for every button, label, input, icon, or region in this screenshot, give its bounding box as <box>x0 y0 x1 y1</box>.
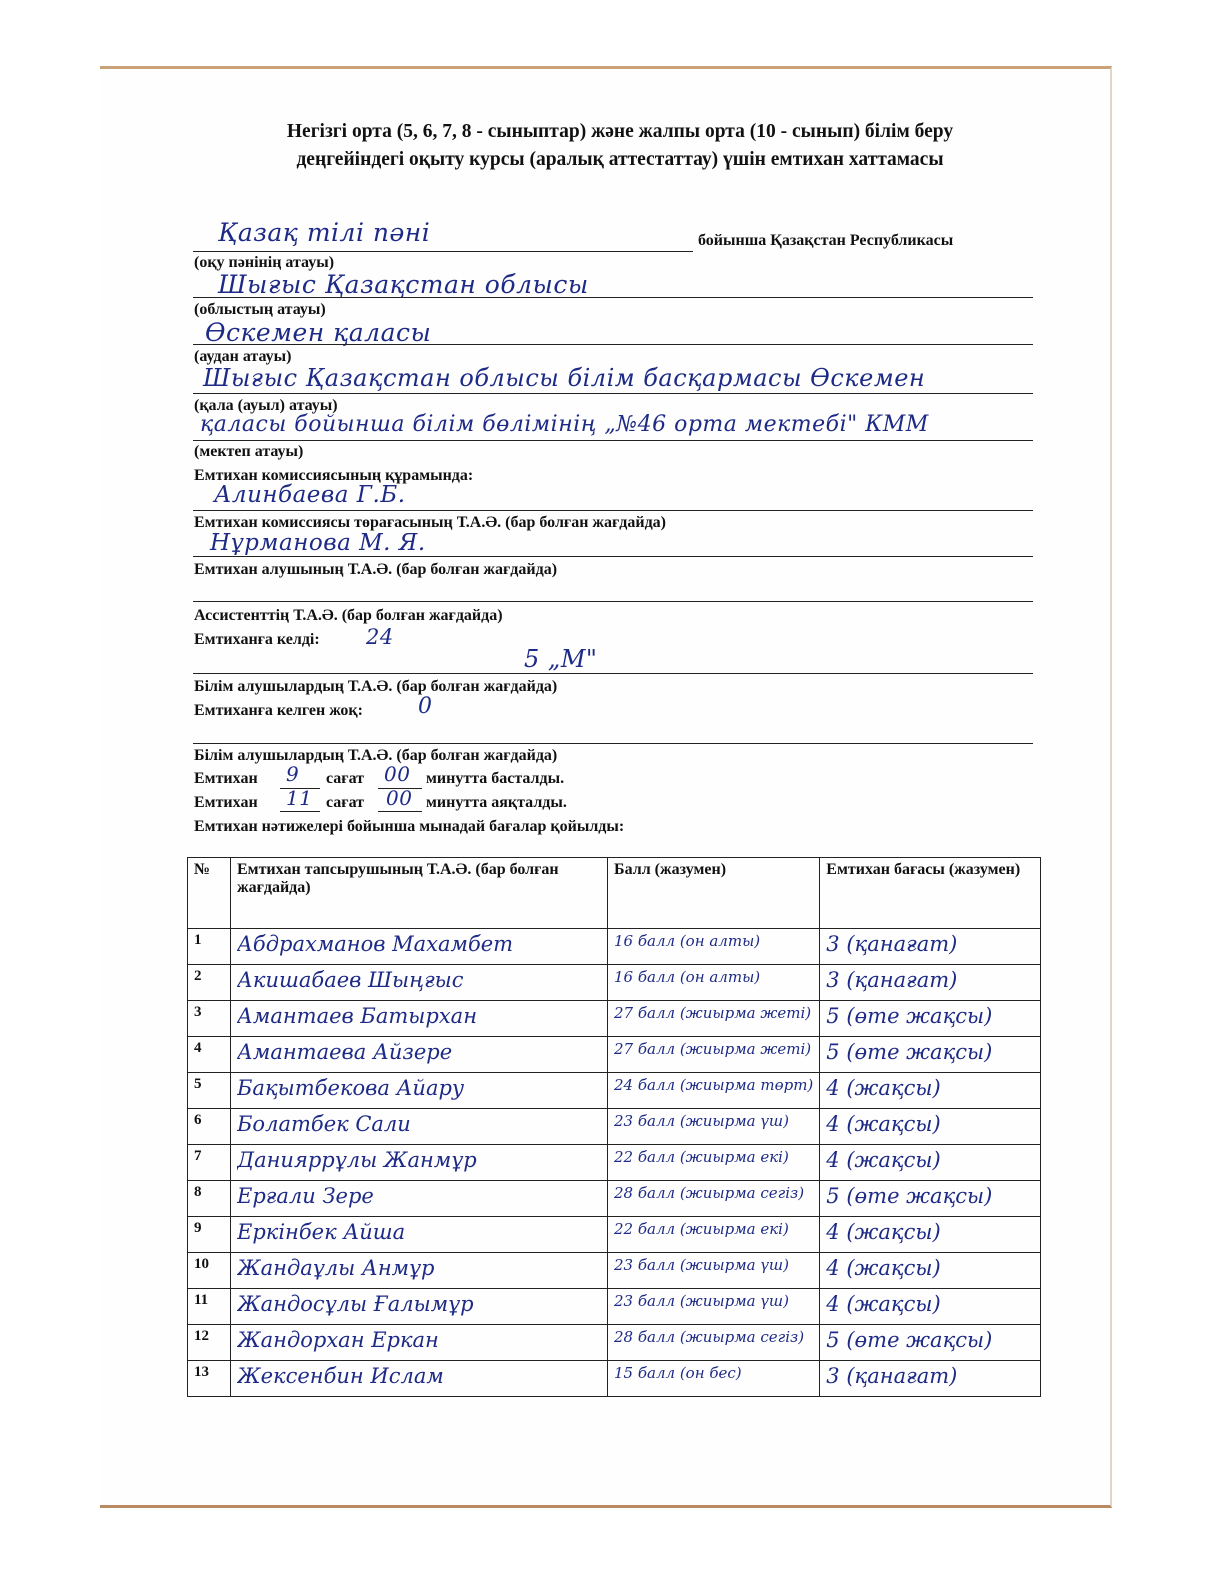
student-grade: 5 (өте жақсы) <box>826 1328 993 1352</box>
city-label: (қала (ауыл) атауы) <box>194 397 338 414</box>
title-line-2: деңгейіндегі оқыту курсы (аралық аттестаттау) үшін емтихан хаттамасы <box>296 149 944 170</box>
end-min-line <box>378 811 422 812</box>
student-grade-cell <box>820 1181 1041 1217</box>
student-score-cell <box>608 1253 820 1289</box>
student-name-cell <box>231 1145 608 1181</box>
header-grade: Емтихан бағасы (жазумен) <box>820 858 1041 929</box>
student-grade: 4 (жақсы) <box>826 1076 941 1100</box>
row-number: 1 <box>194 932 202 948</box>
start-mid: сағат <box>326 770 365 787</box>
student-name-cell <box>231 1289 608 1325</box>
class-value: 5 „М" <box>524 645 598 673</box>
came-label: Емтиханға келді: <box>194 631 320 648</box>
table-row <box>188 1001 1041 1037</box>
student-score: 23 балл (жиырма үш) <box>614 1292 789 1310</box>
row-number: 10 <box>194 1256 209 1272</box>
school-line <box>193 440 1033 441</box>
commission-label: Емтихан комиссиясының құрамында: <box>194 467 474 484</box>
chair-label: Емтихан комиссиясы төрағасының Т.А.Ә. (бар болған жағдайда) <box>194 514 667 531</box>
student-name: Жандаұлы Анмұр <box>237 1256 435 1280</box>
student-score: 16 балл (он алты) <box>614 968 761 986</box>
row-number: 8 <box>194 1184 202 1200</box>
school-value: қаласы бойынша білім бөлімінің „№46 орта мектебі" КММ <box>200 412 929 437</box>
subject-label: (оқу пәнінің атауы) <box>194 254 335 271</box>
row-number: 5 <box>194 1076 202 1092</box>
table-row <box>188 1109 1041 1145</box>
end-hour-line <box>280 811 320 812</box>
absent-line <box>193 743 1033 744</box>
assistant-label: Ассистенттің Т.А.Ә. (бар болған жағдайда) <box>194 607 503 624</box>
row-number-cell <box>188 1001 231 1037</box>
student-name-cell <box>231 1109 608 1145</box>
student-grade-cell <box>820 1001 1041 1037</box>
student-name-cell <box>231 1325 608 1361</box>
student-grade-cell <box>820 929 1041 965</box>
student-name: Амантаева Айзере <box>237 1040 453 1064</box>
student-score-cell <box>608 1073 820 1109</box>
header-num: № <box>188 858 231 929</box>
row-number: 12 <box>194 1328 209 1344</box>
header-name: Емтихан тапсырушының Т.А.Ә. (бар болған жағдайда) <box>231 858 608 929</box>
student-name-cell <box>231 1001 608 1037</box>
student-score-cell <box>608 1217 820 1253</box>
title-line-1: Негізгі орта (5, 6, 7, 8 - сыныптар) және жалпы орта (10 - сынып) білім беру <box>286 121 954 142</box>
header-score: Балл (жазумен) <box>608 858 820 929</box>
student-name: Бақытбекова Айару <box>237 1076 465 1100</box>
table-row <box>188 929 1041 965</box>
table-row <box>188 1325 1041 1361</box>
student-name-cell <box>231 1073 608 1109</box>
student-grade: 4 (жақсы) <box>826 1148 941 1172</box>
table-row <box>188 965 1041 1001</box>
row-number: 3 <box>194 1004 202 1020</box>
student-score-cell <box>608 1001 820 1037</box>
student-name: Амантаев Батырхан <box>237 1004 478 1028</box>
student-grade-cell <box>820 1253 1041 1289</box>
absent-value: 0 <box>418 694 433 719</box>
student-grade: 4 (жақсы) <box>826 1112 941 1136</box>
region-value: Шығыс Қазақстан облысы <box>218 270 589 299</box>
student-grade-cell <box>820 1037 1041 1073</box>
student-name: Жандосұлы Ғалымұр <box>237 1292 474 1316</box>
student-grade: 3 (қанағат) <box>826 932 958 956</box>
end-mid: сағат <box>326 794 365 811</box>
student-name-cell <box>231 1217 608 1253</box>
row-number-cell <box>188 965 231 1001</box>
student-grade-cell <box>820 1361 1041 1397</box>
row-number: 6 <box>194 1112 202 1128</box>
table-row <box>188 1181 1041 1217</box>
table-row <box>188 1145 1041 1181</box>
chair-line <box>193 556 1033 557</box>
student-score: 15 балл (он бес) <box>614 1364 742 1382</box>
student-name: Данияррұлы Жанмұр <box>237 1148 477 1172</box>
student-name-cell <box>231 1361 608 1397</box>
student-name: Болатбек Сали <box>237 1112 411 1136</box>
student-name-cell <box>231 1037 608 1073</box>
student-score-cell <box>608 1361 820 1397</box>
student-grade: 5 (өте жақсы) <box>826 1040 993 1064</box>
students-label-2: Білім алушылардың Т.А.Ә. (бар болған жағдайда) <box>194 747 558 764</box>
student-score-cell <box>608 1289 820 1325</box>
student-score: 27 балл (жиырма жеті) <box>614 1040 812 1058</box>
table-row <box>188 1217 1041 1253</box>
came-line <box>193 673 1033 674</box>
student-grade-cell <box>820 1145 1041 1181</box>
student-grade: 5 (өте жақсы) <box>826 1184 993 1208</box>
absent-label: Емтиханға келген жоқ: <box>194 702 363 719</box>
student-name-cell <box>231 965 608 1001</box>
student-name-cell <box>231 929 608 965</box>
student-score-cell <box>608 1325 820 1361</box>
student-name: Ерғали Зере <box>237 1184 374 1208</box>
student-grade: 4 (жақсы) <box>826 1256 941 1280</box>
subject-line <box>193 251 693 252</box>
student-grade-cell <box>820 1217 1041 1253</box>
end-prefix: Емтихан <box>194 794 258 811</box>
student-name: Жексенбин Ислам <box>237 1364 444 1388</box>
row-number-cell <box>188 1361 231 1397</box>
row-number-cell <box>188 1145 231 1181</box>
start-prefix: Емтихан <box>194 770 258 787</box>
student-name: Еркінбек Айша <box>237 1220 406 1244</box>
student-grade: 5 (өте жақсы) <box>826 1004 993 1028</box>
student-score: 16 балл (он алты) <box>614 932 761 950</box>
student-score: 23 балл (жиырма үш) <box>614 1256 789 1274</box>
subject-suffix: бойынша Қазақстан Республикасы <box>698 232 954 249</box>
table-row <box>188 1037 1041 1073</box>
student-score-cell <box>608 1037 820 1073</box>
row-number-cell <box>188 1253 231 1289</box>
commission-value: Алинбаева Г.Б. <box>214 482 406 508</box>
student-grade: 4 (жақсы) <box>826 1292 941 1316</box>
commission-line <box>193 510 1033 511</box>
student-score-cell <box>608 1145 820 1181</box>
student-name-cell <box>231 1181 608 1217</box>
row-number: 2 <box>194 968 202 984</box>
student-score: 27 балл (жиырма жеті) <box>614 1004 812 1022</box>
row-number: 11 <box>194 1292 209 1308</box>
results-table <box>187 857 1041 1397</box>
examiner-line <box>193 601 1033 602</box>
end-suffix: минутта аяқталды. <box>426 794 567 811</box>
came-value: 24 <box>366 625 394 649</box>
table-row <box>188 1073 1041 1109</box>
row-number-cell <box>188 1289 231 1325</box>
row-number-cell <box>188 1181 231 1217</box>
table-row <box>188 1289 1041 1325</box>
subject-value: Қазақ тілі пәні <box>218 218 431 247</box>
district-line <box>193 344 1033 345</box>
end-min: 00 <box>386 786 413 810</box>
student-score-cell <box>608 1181 820 1217</box>
table-row <box>188 1361 1041 1397</box>
city-line <box>193 393 1033 394</box>
student-name-cell <box>231 1253 608 1289</box>
document-title <box>150 118 1090 174</box>
student-score-cell <box>608 965 820 1001</box>
examiner-label: Емтихан алушының Т.А.Ә. (бар болған жағдайда) <box>194 561 558 578</box>
student-grade-cell <box>820 1109 1041 1145</box>
row-number: 4 <box>194 1040 202 1056</box>
row-number: 7 <box>194 1148 202 1164</box>
student-grade-cell <box>820 1289 1041 1325</box>
student-grade-cell <box>820 965 1041 1001</box>
row-number: 9 <box>194 1220 202 1236</box>
student-grade-cell <box>820 1073 1041 1109</box>
row-number: 13 <box>194 1364 209 1380</box>
row-number-cell <box>188 1109 231 1145</box>
results-label: Емтихан нәтижелері бойынша мынадай бағалар қойылды: <box>194 818 625 835</box>
school-label: (мектеп атауы) <box>194 443 304 460</box>
student-score: 22 балл (жиырма екі) <box>614 1148 789 1166</box>
start-min: 00 <box>384 762 411 786</box>
students-label-1: Білім алушылардың Т.А.Ә. (бар болған жағдайда) <box>194 678 558 695</box>
table-header-row <box>188 858 1041 929</box>
table-row <box>188 1253 1041 1289</box>
region-label: (облыстың атауы) <box>194 301 326 318</box>
region-line <box>193 297 1033 298</box>
student-name: Абдрахманов Махамбет <box>237 932 514 956</box>
student-score: 28 балл (жиырма сегіз) <box>614 1328 805 1346</box>
student-score: 23 балл (жиырма үш) <box>614 1112 789 1130</box>
row-number-cell <box>188 1073 231 1109</box>
table-body <box>188 929 1041 1397</box>
student-grade: 3 (қанағат) <box>826 968 958 992</box>
student-score: 22 балл (жиырма екі) <box>614 1220 789 1238</box>
end-hour: 11 <box>286 786 313 810</box>
student-grade-cell <box>820 1325 1041 1361</box>
student-score: 28 балл (жиырма сегіз) <box>614 1184 805 1202</box>
start-suffix: минутта басталды. <box>426 770 565 787</box>
city-value: Шығыс Қазақстан облысы білім басқармасы Өскемен <box>203 364 926 392</box>
student-name: Жандорхан Еркан <box>237 1328 439 1352</box>
district-value: Өскемен қаласы <box>205 318 432 347</box>
row-number-cell <box>188 1325 231 1361</box>
row-number-cell <box>188 1217 231 1253</box>
student-grade: 3 (қанағат) <box>826 1364 958 1388</box>
student-score-cell <box>608 1109 820 1145</box>
row-number-cell <box>188 929 231 965</box>
student-score-cell <box>608 929 820 965</box>
start-hour: 9 <box>286 762 300 786</box>
district-label: (аудан атауы) <box>194 348 292 365</box>
student-name: Акишабаев Шыңғыс <box>237 968 464 992</box>
student-score: 24 балл (жиырма төрт) <box>614 1076 814 1094</box>
student-grade: 4 (жақсы) <box>826 1220 941 1244</box>
chair-value: Нұрманова М. Я. <box>210 530 426 556</box>
row-number-cell <box>188 1037 231 1073</box>
